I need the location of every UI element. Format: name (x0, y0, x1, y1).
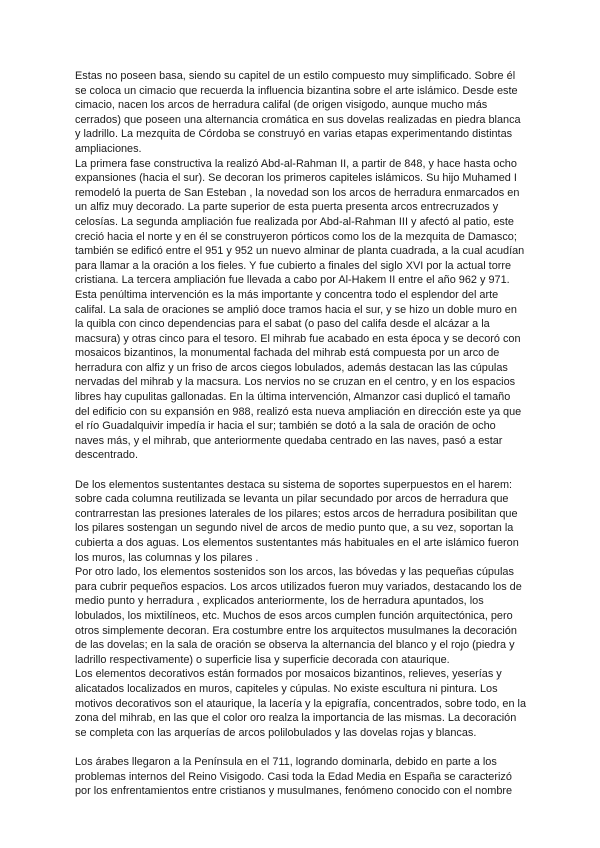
paragraph-elementos-decorativos: Los elementos decorativos están formados por mosaicos bizantinos, relieves, yeserías y alicatados localizados en muros, capiteles y cúpulas. No existe escultura ni pintura. Los motivos decorativos son el ataurique, la lacería y la epigrafía, concentrados, sobre todo, en la zona del mihrab, en las que el color oro realza la importancia de las mismas. La decoración se completa con las arquerías de arcos polilobulados y las dovelas rojas y blancas. (75, 668, 527, 739)
paragraph-primera-fase: La primera fase constructiva la realizó Abd-al-Rahman II, a partir de 848, y hace hasta ocho expansiones (hacia el sur). Se decoran los primeros capiteles islámicos. Su hijo Muhamed I remodeló la puerta de San Esteban , la novedad son los arcos de herradura enmarcados en un alfiz muy decorado. La parte superior de esta puerta presenta arcos entrecruzados y celosías. La segunda ampliación fue realizada por Abd-al-Rahman III y afectó al patio, este creció hacia el norte y en él se construyeron pórticos como los de la mezquita de Damasco; también se edificó entre el 951 y 952 un nuevo alminar de planta cuadrada, a la cual acudían para llamar a la oración a los fieles. Y fue cubierto a finales del siglo XVI por la actual torre cristiana. La tercera ampliación fue llevada a cabo por Al-Hakem II entre el año 962 y 971. Esta penúltima intervención es la más importante y concentra todo el esplendor del arte califal. La sala de oraciones se amplió doce tramos hacia el sur, y se hizo un doble muro en la quibla con cinco dependencias para el sabat (o paso del califa desde el alcázar a la macsura) y otras cinco para el tesoro. El mihrab fue acabado en esta época y se decoró con mosaicos bizantinos, la monumental fachada del mihrab está compuesta por un arco de herradura con alfiz y un friso de arcos ciegos lobulados, además destacan las las cúpulas nervadas del mihrab y la macsura. Los nervios no se cruzan en el centro, y en los espacios libres hay cupulitas gallonadas. En la última intervención, Almanzor casi duplicó el tamaño del edificio con su expansión en 988, realizó esta nueva ampliación en dirección este ya que el río Guadalquivir impedía ir hacia el sur; también se dotó a la sala de oración de ocho naves más, y el mihrab, que anteriormente quedaba centrado en las naves, pasó a estar descentrado. (75, 157, 525, 462)
paragraph-elementos-sustentantes: De los elementos sustentantes destaca su sistema de soportes superpuestos en el harem: sobre cada columna reutilizada se levanta un pilar secundado por arcos de herradura que contrarrestan las presiones laterales de los pilares; estos arcos de herradura posibilitan que los pilares sostengan un segundo nivel de arcos de medio punto que, a su vez, soportan la cubierta a dos aguas. Los elementos sustentantes más habituales en el arte islámico fueron los muros, las columnas y los pilares . (75, 478, 519, 564)
paragraph-spacer (75, 463, 527, 478)
paragraph-elementos-sostenidos: Por otro lado, los elementos sostenidos son los arcos, las bóvedas y las pequeñas cúpulas para cubrir pequeños espacios. Los arcos utilizados fueron muy variados, destacando los de medio punto y herradura , explicados anteriormente, los de herradura apuntados, los lobulados, los mixtilíneos, etc. Muchos de esos arcos cumplen función arquitectónica, pero otros simplemente decoran. Era costumbre entre los arquitectos musulmanes la decoración de las dovelas; en la sala de oración se observa la alternancia del blanco y el rojo (piedra y ladrillo respectivamente) o superficie lisa y superficie decorada con ataurique. (75, 566, 522, 666)
paragraph-basa-capitel: Estas no poseen basa, siendo su capitel de un estilo compuesto muy simplificado. Sobre él se coloca un cimacio que recuerda la influencia bizantina sobre el arte islámico. Desde este cimacio, nacen los arcos de herradura califal (de origen visigodo, aunque mucho más cerrados) que poseen una alternancia cromática en sus dovelas realizadas en piedra blanca y ladrillo. La mezquita de Córdoba se construyó en varias etapas experimentando distintas ampliaciones. (75, 70, 521, 155)
document-page (75, 69, 527, 799)
paragraph-arabes-peninsula: Los árabes llegaron a la Península en el 711, logrando dominarla, debido en parte a los problemas internos del Reino Visigodo. Casi toda la Edad Media en España se caracterizó por los enfrentamientos entre cristianos y musulmanes, fenómeno conocido con el nombre (75, 755, 513, 798)
paragraph-spacer (75, 740, 527, 755)
